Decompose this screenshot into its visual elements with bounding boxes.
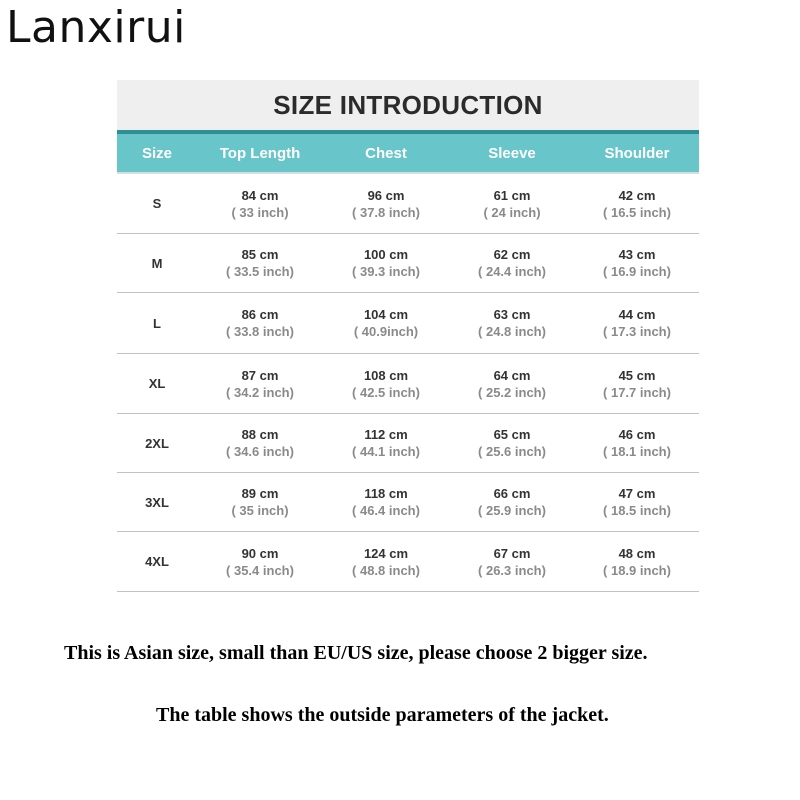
chest-cm-value: 104 cm: [363, 307, 409, 322]
sleeve-inch-value: ( 24.8 inch): [478, 324, 546, 339]
top-length-cell: [197, 485, 323, 519]
top-length-cm-value: 84 cm: [241, 187, 279, 203]
shoulder-inch-value: ( 18.5 inch): [603, 503, 671, 518]
size-cell: M: [151, 255, 163, 271]
table-body: [117, 174, 699, 592]
sleeve-cm-value: 61 cm: [493, 187, 531, 203]
chest-cell: [323, 246, 449, 280]
sleeve-cell: [449, 246, 575, 280]
chest-cm-value: 124 cm: [363, 545, 409, 561]
shoulder-cm-value: 43 cm: [618, 247, 656, 262]
top-length-cell: [197, 426, 323, 460]
brand-name: Lanxirui: [6, 2, 186, 53]
chest-inch-value: ( 48.8 inch): [352, 562, 420, 578]
chest-inch-value: ( 44.1 inch): [352, 444, 420, 459]
header-sleeve: Sleeve: [488, 144, 536, 162]
shoulder-cm-value: 46 cm: [618, 427, 656, 442]
sleeve-cell: [449, 545, 575, 579]
chest-inch-value: ( 42.5 inch): [352, 384, 420, 400]
top-length-cm-value: 90 cm: [241, 545, 279, 561]
table-row: [117, 354, 699, 414]
size-note: This is Asian size, small than EU/US size, please choose 2 bigger size.: [64, 642, 648, 664]
chest-cm-value: 118 cm: [364, 486, 408, 501]
table-header-row: [117, 134, 699, 174]
sleeve-cm-value: 66 cm: [493, 486, 531, 501]
top-length-cm-value: 87 cm: [241, 367, 279, 383]
shoulder-cell: [575, 485, 699, 519]
sleeve-inch-value: ( 24.4 inch): [478, 264, 546, 279]
chest-cell: [323, 426, 449, 460]
top-length-cell: [197, 246, 323, 280]
top-length-inch-value: ( 34.2 inch): [226, 384, 294, 400]
sleeve-inch-value: ( 26.3 inch): [478, 562, 546, 578]
shoulder-inch-value: ( 18.9 inch): [603, 562, 671, 578]
header-shoulder: Shoulder: [604, 144, 670, 162]
sleeve-cm-value: 67 cm: [493, 545, 531, 561]
chest-cm-value: 108 cm: [363, 367, 409, 383]
shoulder-cm-value: 48 cm: [618, 545, 656, 561]
sleeve-inch-value: ( 25.2 inch): [478, 384, 546, 400]
size-cell: L: [153, 315, 161, 331]
chest-cm-value: 96 cm: [367, 187, 405, 203]
chest-cm-value: 112 cm: [364, 427, 408, 442]
top-length-inch-value: ( 35 inch): [231, 503, 289, 518]
sleeve-cell: [449, 306, 575, 340]
size-cell: S: [152, 196, 162, 211]
shoulder-cell: [575, 246, 699, 280]
sleeve-cm-value: 63 cm: [493, 307, 531, 322]
shoulder-inch-value: ( 18.1 inch): [603, 444, 671, 459]
chest-cell: [323, 545, 449, 579]
top-length-cm-value: 88 cm: [241, 427, 279, 442]
chest-inch-value: ( 46.4 inch): [352, 503, 420, 518]
top-length-cell: [197, 187, 323, 221]
table-row: [117, 234, 699, 293]
shoulder-inch-value: ( 16.9 inch): [603, 264, 671, 279]
sleeve-inch-value: ( 24 inch): [483, 204, 541, 220]
shoulder-cell: [575, 367, 699, 401]
sleeve-cm-value: 65 cm: [493, 427, 531, 442]
table-row: [117, 473, 699, 532]
sleeve-cm-value: 64 cm: [493, 367, 531, 383]
size-cell: 4XL: [145, 554, 169, 569]
top-length-inch-value: ( 33 inch): [231, 204, 289, 220]
shoulder-cm-value: 47 cm: [618, 486, 656, 501]
table-row: [117, 532, 699, 592]
sleeve-cell: [449, 485, 575, 519]
chest-inch-value: ( 40.9inch): [353, 324, 419, 339]
chest-cell: [323, 485, 449, 519]
shoulder-cell: [575, 187, 699, 221]
shoulder-inch-value: ( 17.7 inch): [603, 384, 671, 400]
shoulder-cm-value: 45 cm: [618, 367, 656, 383]
chest-cell: [323, 306, 449, 340]
sleeve-cell: [449, 367, 575, 401]
top-length-cell: [197, 306, 323, 340]
shoulder-cell: [575, 306, 699, 340]
sleeve-inch-value: ( 25.6 inch): [478, 444, 546, 459]
chest-cm-value: 100 cm: [363, 247, 409, 262]
top-length-inch-value: ( 33.5 inch): [226, 264, 294, 279]
top-length-cell: [197, 367, 323, 401]
table-row: [117, 293, 699, 354]
header-chest: Chest: [365, 144, 407, 162]
shoulder-cell: [575, 426, 699, 460]
table-row: [117, 414, 699, 473]
parameters-note: The table shows the outside parameters of the jacket.: [156, 704, 609, 726]
shoulder-inch-value: ( 16.5 inch): [603, 204, 671, 220]
header-size: Size: [141, 144, 172, 162]
top-length-cm-value: 86 cm: [241, 307, 279, 322]
chest-inch-value: ( 39.3 inch): [352, 264, 420, 279]
sleeve-cm-value: 62 cm: [493, 247, 531, 262]
top-length-cell: [197, 545, 323, 579]
table-row: [117, 174, 699, 234]
chest-cell: [323, 187, 449, 221]
sleeve-cell: [449, 426, 575, 460]
sleeve-cell: [449, 187, 575, 221]
shoulder-cm-value: 42 cm: [618, 187, 656, 203]
chest-cell: [323, 367, 449, 401]
table-title: SIZE INTRODUCTION: [117, 80, 699, 134]
shoulder-inch-value: ( 17.3 inch): [603, 324, 671, 339]
header-top-length: Top Length: [219, 144, 301, 162]
sleeve-inch-value: ( 25.9 inch): [478, 503, 546, 518]
shoulder-cell: [575, 545, 699, 579]
top-length-inch-value: ( 34.6 inch): [226, 444, 294, 459]
shoulder-cm-value: 44 cm: [618, 307, 656, 322]
size-cell: XL: [148, 376, 166, 391]
size-chart-table: [117, 80, 699, 592]
top-length-cm-value: 89 cm: [241, 486, 279, 501]
size-cell: 3XL: [145, 494, 169, 510]
top-length-inch-value: ( 33.8 inch): [226, 324, 294, 339]
chest-inch-value: ( 37.8 inch): [352, 204, 420, 220]
size-cell: 2XL: [145, 435, 169, 451]
top-length-inch-value: ( 35.4 inch): [226, 562, 294, 578]
top-length-cm-value: 85 cm: [241, 247, 279, 262]
